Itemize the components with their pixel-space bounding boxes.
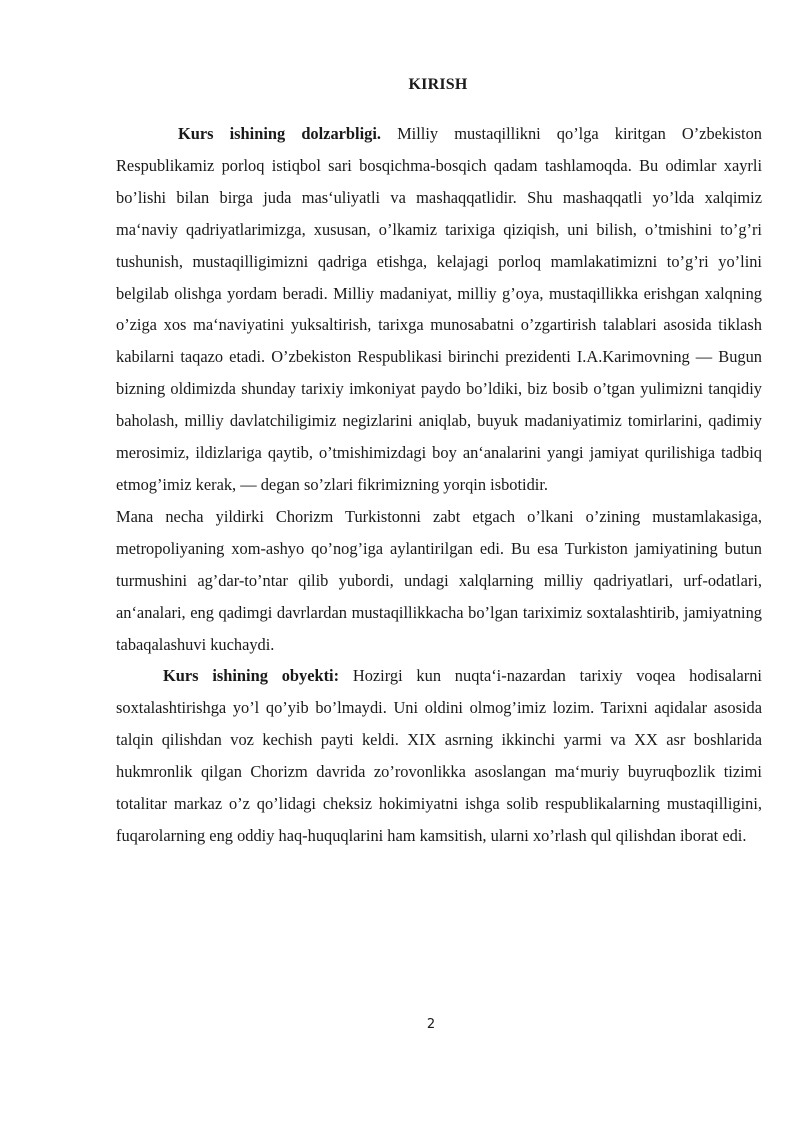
body-text bbox=[116, 118, 762, 852]
paragraph-text-relevance: Milliy mustaqillikni qo’lga kiritgan O’zbekiston Respublikamiz porloq istiqbol sari bosqichma-bosqich qadam tashlamoqda. Bu odimlar xayrli bo’lishi bilan birga juda mas‘uliyatli va mashaqqatlidir. Shu mashaqqatli yo’lda xalqimiz ma‘naviy qadriyatlarimizga, xususan, o’lkamiz tarixiga qiziqish, uni bilish, o’tmishini to’g’ri tushunish, mustaqilligimizni qadriga etishga, kelajagi porloq mamlakatimizni to’g’ri yo’lini belgilab olishga yordam beradi. Milliy madaniyat, milliy g’oya, mustaqillikka erishgan xalqning o’ziga xos ma‘naviyatini yuksaltirish, tarixga munosabatni o’zgartirish talablari asosida tiklash kabilarni taqazo etadi. O’zbekiston Respublikasi birinchi prezidenti I.A.Karimovning — Bugun bizning oldimizda shunday tarixiy imkoniyat paydo bo’ldiki, biz bosib o’tgan yulimizni tanqidiy baholash, milliy davlatchiligimiz negizlarini aniqlab, buyuk madaniyatimiz tomirlarini, qadimiy merosimiz, ildizlariga qaytib, o’tmishimizdagi boy an‘analarini yangi jamiyat qurilishiga tadbiq etmog’imiz kerak, — degan so’zlari fikrimizning yorqin isbotidir. bbox=[116, 124, 762, 494]
paragraph-object bbox=[116, 660, 762, 851]
paragraph-text-object: Hozirgi kun nuqta‘i-nazardan tarixiy voqea hodisalarni soxtalashtirishga yo’l qo’yib bo’lmaydi. Uni oldini olmog’imiz lozim. Tarixni aqidalar asosida talqin qilishdan voz kechish payti keldi. XIX asrning ikkinchi yarmi va XX asr boshlarida hukmronlik qilgan Chorizm davrida zo’rovonlikka asoslangan ma‘muriy buyruqbozlik tizimi totalitar markaz o’z qo’lidagi cheksiz hokimiyatni ishga solib respublikalarning mustaqilligini, fuqarolarning eng oddiy haq-huquqlarini ham kamsitish, ularni xo’rlash qul qilishdan iborat edi. bbox=[116, 666, 762, 845]
paragraph-history bbox=[116, 501, 762, 661]
paragraph-lead-object: Kurs ishining obyekti: bbox=[163, 666, 340, 686]
paragraph-relevance bbox=[116, 118, 762, 501]
paragraph-text-history: Mana necha yildirki Chorizm Turkistonni zabt etgach o’lkani o’zining mustamlakasiga, metropoliyaning xom-ashyo qo’nog’iga aylantirilgan edi. Bu esa Turkiston jamiyatining butun turmushini ag’dar-to’ntar qilib yubordi, undagi xalqlarning milliy qadriyatlari, urf-odatlari, an‘analari, eng qadimgi davrlardan mustaqillikkacha bo’lgan tariximiz soxtalashtirib, jamiyatning tabaqalashuvi kuchaydi. bbox=[116, 506, 762, 654]
paragraph-lead-relevance: Kurs ishining dolzarbligi. bbox=[178, 124, 381, 143]
page-title: KIRISH bbox=[408, 76, 468, 93]
page-number: 2 bbox=[426, 1017, 436, 1032]
